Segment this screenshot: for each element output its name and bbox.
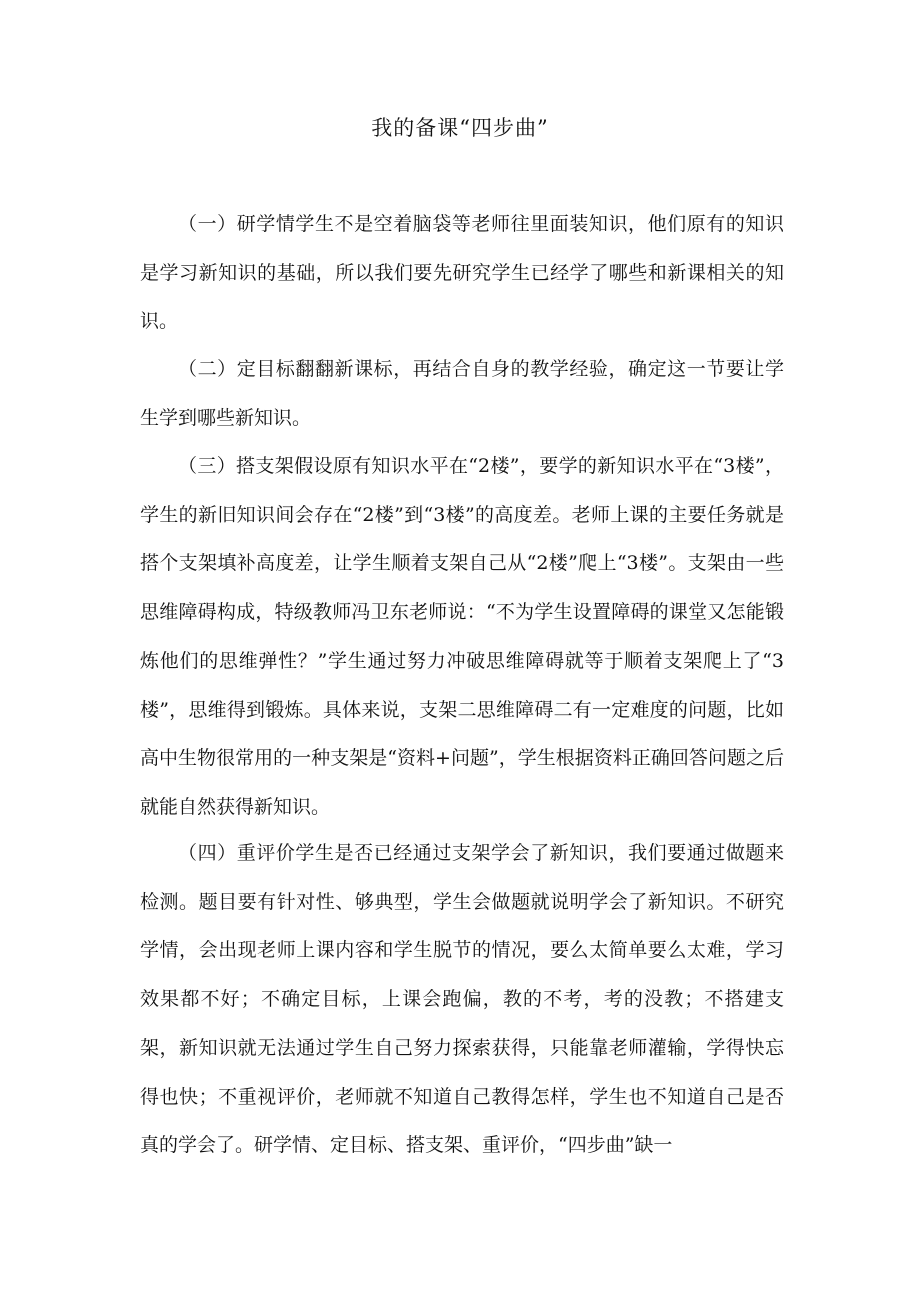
paragraph-evaluation: （四）重评价学生是否已经通过支架学会了新知识，我们要通过做题来检测。题目要有针对性、够典型，学生会做题就说明学会了新知识。不研究学情，会出现老师上课内容和学生脱节的情况，要么太简单要么太难，学习效果都不好；不确定目标，上课会跑偏，教的不考，考的没教；不搭建支架，新知识就无法通过学生自己努力探索获得，只能靠老师灌输，学得快忘得也快；不重视评价，老师就不知道自己教得怎样，学生也不知道自己是否真的学会了。研学情、定目标、搭支架、重评价，“四步曲”缺一 <box>140 842 784 1157</box>
paragraph-build-scaffold: （三）搭支架假设原有知识水平在“2楼”，要学的新知识水平在“3楼”，学生的新旧知识间会存在“2楼”到“3楼”的高度差。老师上课的主要任务就是搭个支架填补高度差，让学生顺着支架自己从“2楼”爬上“3楼”。支架由一些思维障碍构成，特级教师冯卫东老师说：“不为学生设置障碍的课堂又怎能锻炼他们的思维弹性？”学生通过努力冲破思维障碍就等于顺着支架爬上了“3楼”，思维得到锻炼。具体来说，支架二思维障碍二有一定难度的问题，比如高中生物很常用的一种支架是“资料+问题”，学生根据资料正确回答问题之后就能自然获得新知识。 <box>140 455 784 818</box>
paragraph-set-goals: （二）定目标翻翻新课标，再结合自身的教学经验，确定这一节要让学生学到哪些新知识。 <box>140 358 784 429</box>
paragraph-research-learning: （一）研学情学生不是空着脑袋等老师往里面装知识，他们原有的知识是学习新知识的基础，所以我们要先研究学生已经学了哪些和新课相关的知识。 <box>140 213 784 333</box>
document-title: 我的备课“四步曲” <box>371 116 549 140</box>
